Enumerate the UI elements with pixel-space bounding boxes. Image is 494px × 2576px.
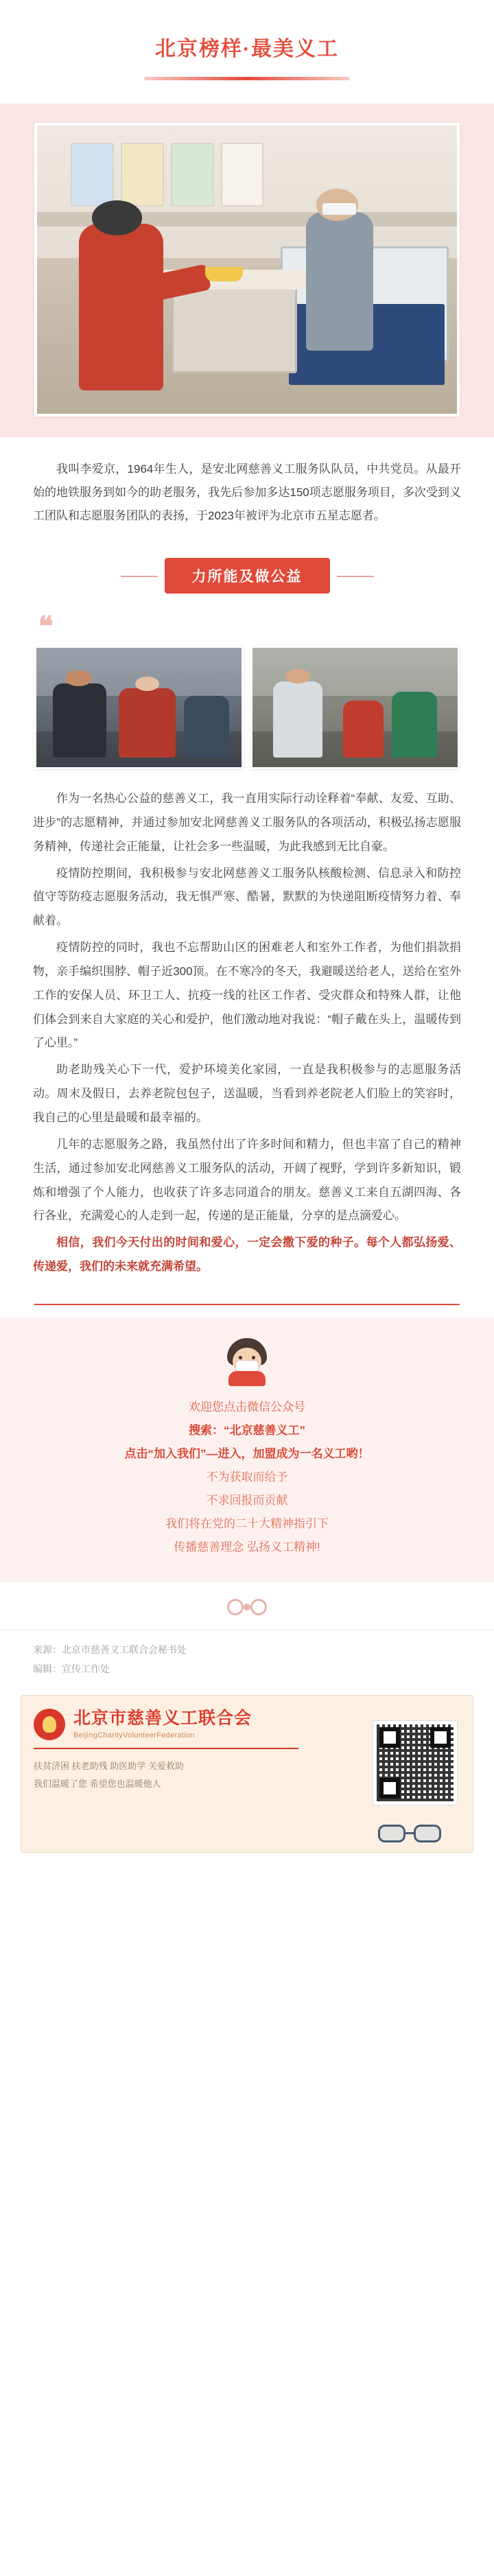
charity-federation-logo <box>34 1709 65 1740</box>
page-header <box>0 0 494 104</box>
body-paragraph-4: 助老助残关心下一代，爱护环境美化家园，一直是我积极参与的志愿服务活动。周末及假日，去养老院包包子，送温暖，当看到养老院老人们脸上的笑容时，我自己的心里是最暖和最幸福的。 <box>33 1063 461 1124</box>
cta-line-2: 搜索：“北京慈善义工” <box>189 1423 305 1437</box>
photo-volunteer-with-child <box>250 646 460 769</box>
photo-pair <box>34 646 460 769</box>
organization-name-en: BeijingCharityVolunteerFederation <box>73 1731 195 1740</box>
body-paragraph-2: 疫情防控期间，我积极参与安北网慈善义工服务队核酸检测、信息录入和防控值守等防疫志愿服务活动，我无惧严寒、酷暑，默默的为快递阻断疫情努力着、奉献着。 <box>33 866 461 928</box>
glasses-icon <box>378 1818 460 1845</box>
body-text <box>0 769 494 1286</box>
ribbon-bow-icon <box>227 1597 267 1618</box>
organization-name-cn: 北京市慈善义工联合会 <box>73 1708 252 1728</box>
body-paragraph-6-highlight: 相信，我们今天付出的时间和爱心，一定会撒下爱的种子。每个人都弘扬爱、传递爱，我们的未来就充满希望。 <box>33 1236 461 1274</box>
cta-section <box>0 1318 494 1582</box>
section-banner: 力所能及做公益 <box>165 558 330 594</box>
cta-line-1: 欢迎您点击微信公众号 <box>189 1400 305 1414</box>
photo-volunteer-serving-elder <box>37 126 457 414</box>
organization-underline <box>34 1748 298 1749</box>
mascot-volunteer-icon <box>222 1335 272 1386</box>
cta-line-5: 不求回报而贡献 <box>206 1493 288 1507</box>
cta-line-6: 我们将在党的二十大精神指引下 <box>165 1517 329 1530</box>
body-paragraph-3: 疫情防控的同时，我也不忘帮助山区的困难老人和室外工作者，为他们捐款捐物，亲手编织围脖、帽子近300顶。在不寒冷的冬天，我避暖送给老人，送给在室外工作的安保人员、环卫工人、抗疫一线的社区工作者、受灾群众和特殊人群，让他们体会到来自大家庭的关心和爱护，他们激动地对我说：“帽子戴在头上，温暖传到了心里。” <box>33 941 461 1050</box>
body-paragraph-5: 几年的志愿服务之路，我虽然付出了许多时间和精力，但也丰富了自己的精神生活，通过参加安北网慈善义工服务队的活动，开阔了视野，学到许多新知识，锻炼和增强了个人能力，也收获了许多志同道合的朋友。慈善义工来自五湖四海、各行各业，充满爱心的人走到一起，传递的是正能量，分享的是点滴爱心。 <box>33 1137 461 1223</box>
page-title: 北京榜样·最美义工 <box>155 38 339 60</box>
cta-line-3-join-us[interactable]: 点击“加入我们”—进入，加盟成为一名义工哟！ <box>124 1447 370 1460</box>
body-paragraph-1: 作为一名热心公益的慈善义工，我一直用实际行动诠释着“奉献、友爱、互助、进步”的志愿精神，并通过参加安北网慈善义工服务队的各项活动，积极弘扬志愿服务精神，传递社会正能量，让社会多一些温暖，为此我感到无比自豪。 <box>33 792 461 853</box>
hero-photo-frame <box>34 123 460 417</box>
red-divider <box>34 1304 460 1305</box>
intro-paragraph: 我叫李爱京，1964年生人，是安北网慈善义工服务队队员，中共党员。从最开始的地铁服务到如今的助老服务，我先后参加多达150项志愿服务项目，多次受到义工团队和志愿服务团队的表扬，于2023年被评为北京市五星志愿者。 <box>33 462 461 522</box>
footer-source <box>0 1630 494 1683</box>
section-banner-wrap <box>0 535 494 600</box>
organization-slogan-1: 扶贫济困 扶老助残 助医助学 关爱救助 <box>34 1760 184 1771</box>
organization-card <box>21 1695 473 1853</box>
photo-street-volunteers <box>34 646 244 769</box>
editor-line: 编辑：宣传工作处 <box>33 1663 110 1674</box>
cta-line-4: 不为获取而给予 <box>206 1470 288 1484</box>
quote-mark-icon: ❝ <box>38 611 54 642</box>
title-underline <box>144 77 350 80</box>
bow-divider <box>0 1582 494 1630</box>
source-line: 来源：北京市慈善义工联合会秘书处 <box>33 1643 187 1655</box>
hero-photo-band <box>0 104 494 437</box>
qr-code-wechat[interactable] <box>373 1720 458 1805</box>
organization-slogan-2: 我们温暖了您 希望您也温暖他人 <box>34 1778 161 1789</box>
cta-line-7: 传播慈善理念 弘扬义工精神! <box>174 1540 320 1554</box>
intro-section <box>0 437 494 535</box>
